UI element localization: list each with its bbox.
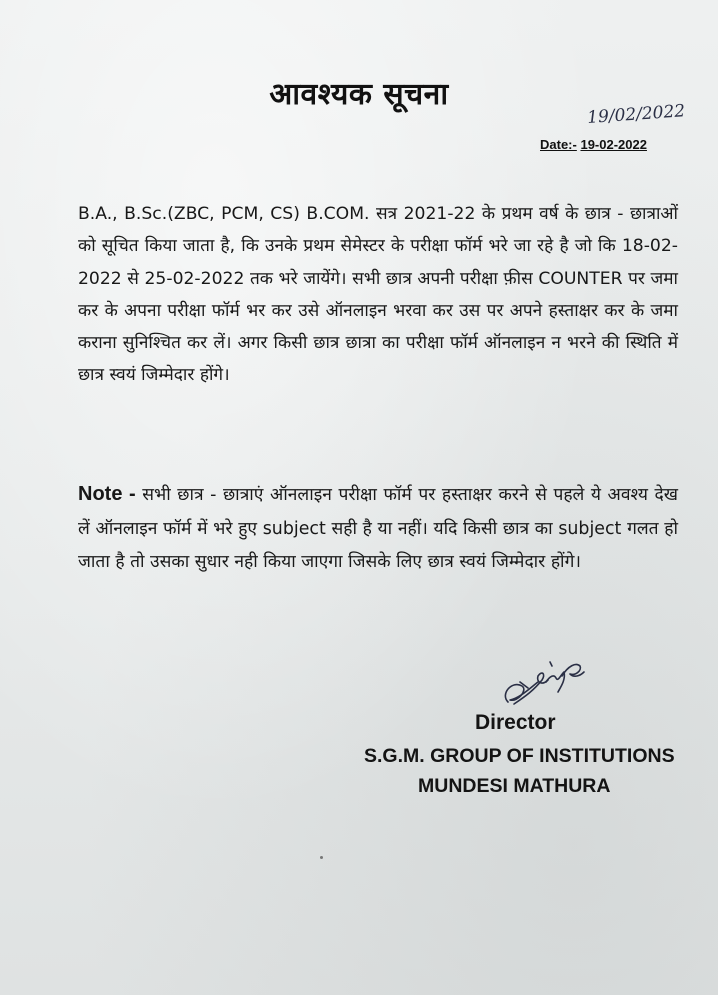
note-text: सभी छात्र - छात्राएं ऑनलाइन परीक्षा फॉर्म पर हस्ताक्षर करने से पहले ये अवश्य देख लें ऑनलाइन फॉर्म में भरे हुए subject सही है या नहीं। यदि किसी छात्र का subject गलत हो जाता है तो उसका सुधार नही किया जाएगा जिसके लिए छात्र स्वयं जिम्मेदार होंगे। bbox=[78, 485, 678, 572]
notice-title: आवश्यक सूचना bbox=[269, 77, 449, 112]
date-value: 19-02-2022 bbox=[580, 137, 647, 152]
handwritten-date: 19/02/2022 bbox=[586, 101, 686, 128]
note-paragraph bbox=[78, 478, 678, 580]
paper-speck bbox=[320, 856, 323, 859]
signatory-designation: Director bbox=[475, 711, 556, 734]
notice-paragraph: B.A., B.Sc.(ZBC, PCM, CS) B.COM. सत्र 2021-22 के प्रथम वर्ष के छात्र - छात्राओं को सूचित किया जाता है, कि उनके प्रथम सेमेस्टर के परीक्षा फॉर्म भरे जा रहे है जो कि 18-02-2022 से 25-02-2022 तक भरे जायेंगे। सभी छात्र अपनी परीक्षा फ़ीस COUNTER पर जमा कर के अपना परीक्षा फॉर्म भर कर उसे ऑनलाइन भरवा कर उस पर अपने हस्ताक्षर कर के जमा कराना सुनिश्चित कर लें। अगर किसी छात्र छात्रा का परीक्षा फॉर्म ऑनलाइन न भरने की स्थिति में छात्र स्वयं जिम्मेदार होंगे। bbox=[78, 204, 678, 386]
date-label: Date:- bbox=[540, 137, 577, 152]
director-signature bbox=[490, 652, 590, 712]
note-label: Note - bbox=[78, 483, 136, 505]
signatory-organization: S.G.M. GROUP OF INSTITUTIONS bbox=[364, 745, 675, 767]
signatory-location: MUNDESI MATHURA bbox=[418, 775, 611, 797]
printed-date bbox=[540, 137, 647, 152]
